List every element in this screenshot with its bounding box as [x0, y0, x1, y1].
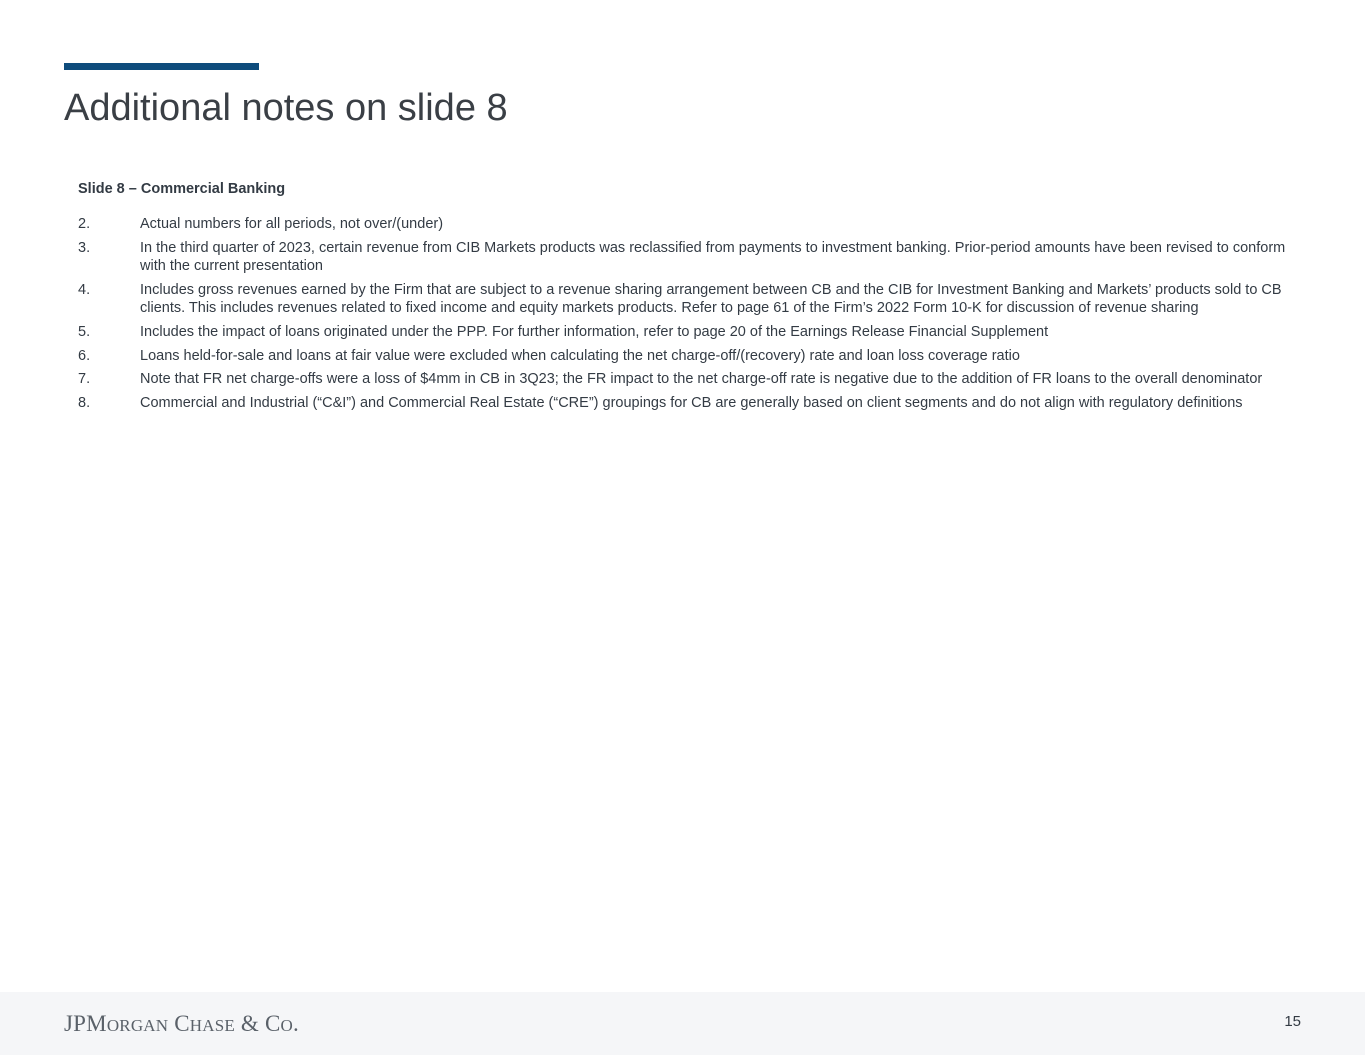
- note-item: [78, 394, 1293, 413]
- section-heading: Slide 8 – Commercial Banking: [78, 181, 286, 197]
- note-text: In the third quarter of 2023, certain revenue from CIB Markets products was reclassified from payments to investment banking. Prior-period amounts have been revised to conform with the current presentation: [140, 239, 1286, 275]
- company-logo: JPMORGAN CHASE & CO.: [64, 1011, 299, 1036]
- note-text: Includes the impact of loans originated under the PPP. For further information, refer to page 20 of the Earnings Release Financial Supplement: [140, 323, 1049, 340]
- note-text: Includes gross revenues earned by the Firm that are subject to a revenue sharing arrangement between CB and the CIB for Investment Banking and Markets’ products sold to CB clients. This includes revenues related to fixed income and equity markets products. Refer to page 61 of the Firm’s 2022 Form 10-K for discussion of revenue sharing: [140, 281, 1282, 317]
- note-text: Note that FR net charge-offs were a loss of $4mm in CB in 3Q23; the FR impact to the net charge-off rate is negative due to the addition of FR loans to the overall denominator: [140, 371, 1263, 388]
- page-number: 15: [1284, 1013, 1301, 1030]
- note-item: [78, 370, 1293, 389]
- page-title: Additional notes on slide 8: [64, 87, 508, 129]
- note-item: [78, 347, 1293, 366]
- note-number: 4.: [78, 281, 91, 298]
- note-number: 2.: [78, 216, 91, 232]
- note-number: 6.: [78, 347, 91, 364]
- note-text: Loans held-for-sale and loans at fair value were excluded when calculating the net charge-off/(recovery) rate and loan loss coverage ratio: [140, 347, 1020, 364]
- note-number: 7.: [78, 371, 91, 388]
- notes-list: [78, 215, 1293, 417]
- note-item: [78, 281, 1293, 318]
- note-text: Commercial and Industrial (“C&I”) and Commercial Real Estate (“CRE”) groupings for CB are generally based on client segments and do not align with regulatory definitions: [140, 394, 1243, 411]
- note-text: Actual numbers for all periods, not over/(under): [140, 216, 444, 232]
- note-number: 3.: [78, 239, 91, 256]
- note-number: 5.: [78, 323, 91, 340]
- note-item: [78, 215, 1293, 234]
- note-number: 8.: [78, 394, 91, 411]
- title-accent-bar: [64, 63, 259, 70]
- note-item: [78, 323, 1293, 342]
- note-item: [78, 239, 1293, 276]
